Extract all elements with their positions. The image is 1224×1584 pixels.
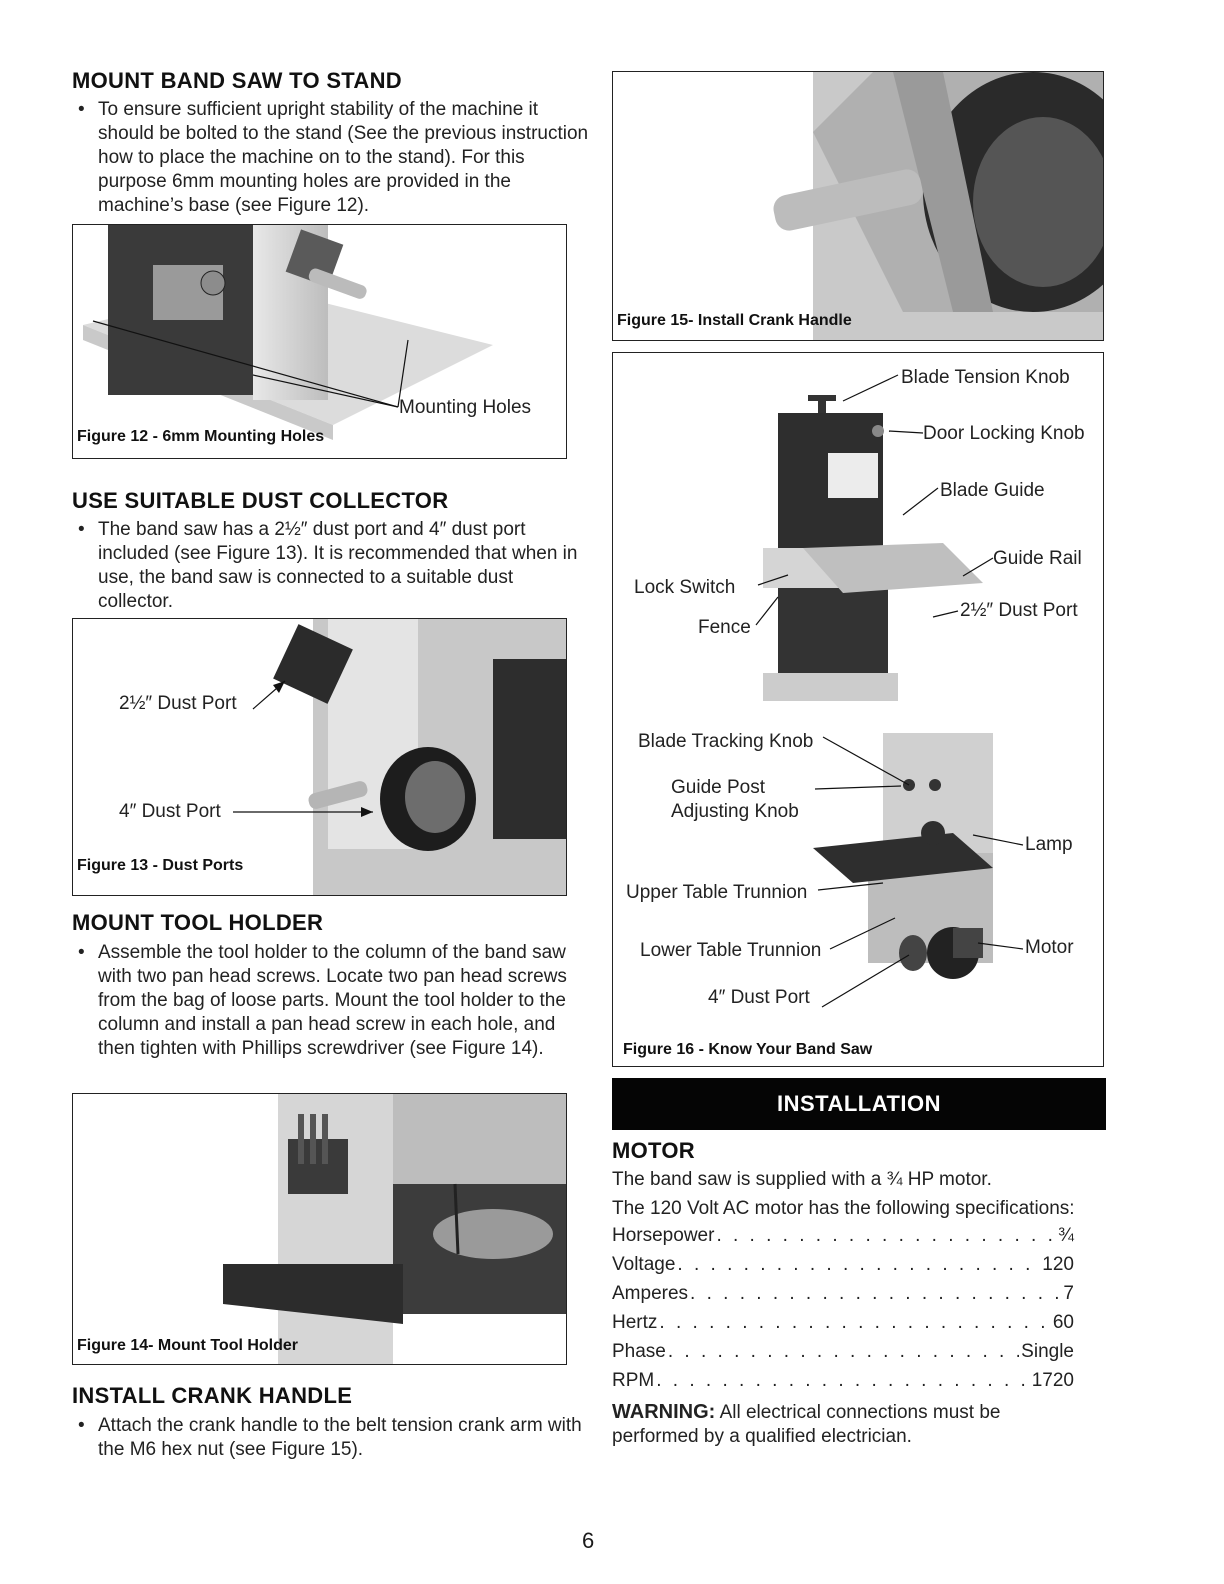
spec-name: Phase [612, 1341, 666, 1362]
figure-14 [72, 1093, 567, 1365]
spec-name: RPM [612, 1370, 655, 1391]
spec-row [612, 1283, 1074, 1312]
figure-13 [72, 618, 567, 896]
spec-leader [668, 1341, 1019, 1363]
spec-value: 60 [1052, 1312, 1074, 1333]
fig13-caption: Figure 13 - Dust Ports [77, 857, 244, 874]
spec-value: 7 [1063, 1283, 1074, 1304]
figure-14-illustration [73, 1094, 567, 1365]
section-title-dust-collector: USE SUITABLE DUST COLLECTOR [72, 488, 449, 513]
figure-15 [612, 71, 1104, 341]
spec-row [612, 1312, 1074, 1341]
fig16-label-motor: Motor [1025, 937, 1074, 958]
section-title-tool-holder: MOUNT TOOL HOLDER [72, 910, 324, 935]
spec-value: ¾ [1058, 1225, 1074, 1246]
fig16-label-lamp: Lamp [1025, 834, 1073, 855]
spec-name: Voltage [612, 1254, 676, 1275]
page-number: 6 [582, 1528, 595, 1553]
spec-leader [677, 1254, 1040, 1276]
fig13-label-small-dust-port: 2½″ Dust Port [119, 693, 237, 714]
spec-name: Amperes [612, 1283, 689, 1304]
crank-handle-text: • Attach the crank handle to the belt tension crank arm with the M6 hex nut (see Figure 15). [78, 1415, 582, 1460]
section-title-crank-handle: INSTALL CRANK HANDLE [72, 1383, 353, 1408]
fig14-caption: Figure 14- Mount Tool Holder [77, 1337, 299, 1354]
fig16-label-guide-rail: Guide Rail [993, 548, 1082, 569]
fig16-label-blade-guide: Blade Guide [940, 480, 1045, 501]
tool-holder-text: • Assemble the tool holder to the column of the band saw with two pan head screws. Locate two pan head screws from the bag of loose parts. Mount the tool holder to the column and install a pan head screw in each hole, and then tighten with Phillips screwdriver (see Figure 14). [78, 942, 567, 1059]
section-title-motor: MOTOR [612, 1138, 695, 1163]
motor-intro-2: The 120 Volt AC motor has the following specifications: [612, 1198, 1075, 1219]
spec-leader [659, 1312, 1050, 1334]
figure-12-illustration [73, 225, 567, 459]
fig16-caption: Figure 16 - Know Your Band Saw [623, 1041, 873, 1058]
fig16-label-upper-table-trunnion: Upper Table Trunnion [626, 882, 808, 903]
spec-row [612, 1225, 1074, 1254]
spec-leader [716, 1225, 1056, 1247]
fig16-label-blade-tension-knob: Blade Tension Knob [901, 367, 1070, 388]
spec-value: 1720 [1031, 1370, 1074, 1391]
fig16-label-door-locking-knob: Door Locking Knob [923, 423, 1085, 444]
figure-15-illustration [613, 72, 1104, 341]
spec-row [612, 1341, 1074, 1370]
figure-16 [612, 352, 1104, 1067]
mount-stand-text: • To ensure sufficient upright stability of the machine it should be bolted to the stand (See the previous instruction how to place the machine on to the stand). For this purpose 6mm mounting holes are provided in the machine’s base (see Figure 12). [78, 99, 589, 216]
warning-label: WARNING: [612, 1401, 716, 1423]
fig13-label-large-dust-port: 4″ Dust Port [119, 801, 221, 822]
fig16-label-lock-switch: Lock Switch [634, 577, 736, 598]
dust-collector-text: • The band saw has a 2½″ dust port and 4″ dust port included (see Figure 13). It is recommended that when in use, the band saw is connected to a suitable dust collector. [78, 519, 578, 612]
spec-leader [690, 1283, 1061, 1305]
spec-name: Horsepower [612, 1225, 715, 1246]
spec-value: Single [1021, 1341, 1074, 1362]
spec-row [612, 1370, 1074, 1399]
motor-warning [612, 1400, 1052, 1449]
warning-text: All electrical connections must be performed by a qualified electrician. [612, 1402, 1001, 1447]
fig16-label-fence: Fence [698, 617, 751, 638]
motor-spec-table [612, 1225, 1074, 1399]
fig15-caption: Figure 15- Install Crank Handle [617, 312, 852, 329]
fig12-caption: Figure 12 - 6mm Mounting Holes [77, 428, 325, 445]
figure-12 [72, 224, 567, 459]
fig16-label-small-dust-port: 2½″ Dust Port [960, 600, 1078, 621]
fig16-label-blade-tracking-knob: Blade Tracking Knob [638, 731, 814, 752]
fig16-label-guide-post: Guide Post [671, 777, 765, 798]
fig16-label-adjusting-knob: Adjusting Knob [671, 801, 799, 822]
section-title-mount-stand: MOUNT BAND SAW TO STAND [72, 68, 402, 93]
spec-row [612, 1254, 1074, 1283]
spec-leader [656, 1370, 1029, 1392]
figure-13-illustration [73, 619, 567, 896]
spec-name: Hertz [612, 1312, 658, 1333]
fig12-label-mounting-holes: Mounting Holes [399, 397, 532, 418]
fig16-label-large-dust-port: 4″ Dust Port [708, 987, 810, 1008]
spec-value: 120 [1042, 1254, 1074, 1275]
fig16-label-lower-table-trunnion: Lower Table Trunnion [640, 940, 822, 961]
installation-banner: INSTALLATION [612, 1078, 1106, 1130]
motor-intro-1: The band saw is supplied with a ¾ HP motor. [612, 1169, 992, 1190]
